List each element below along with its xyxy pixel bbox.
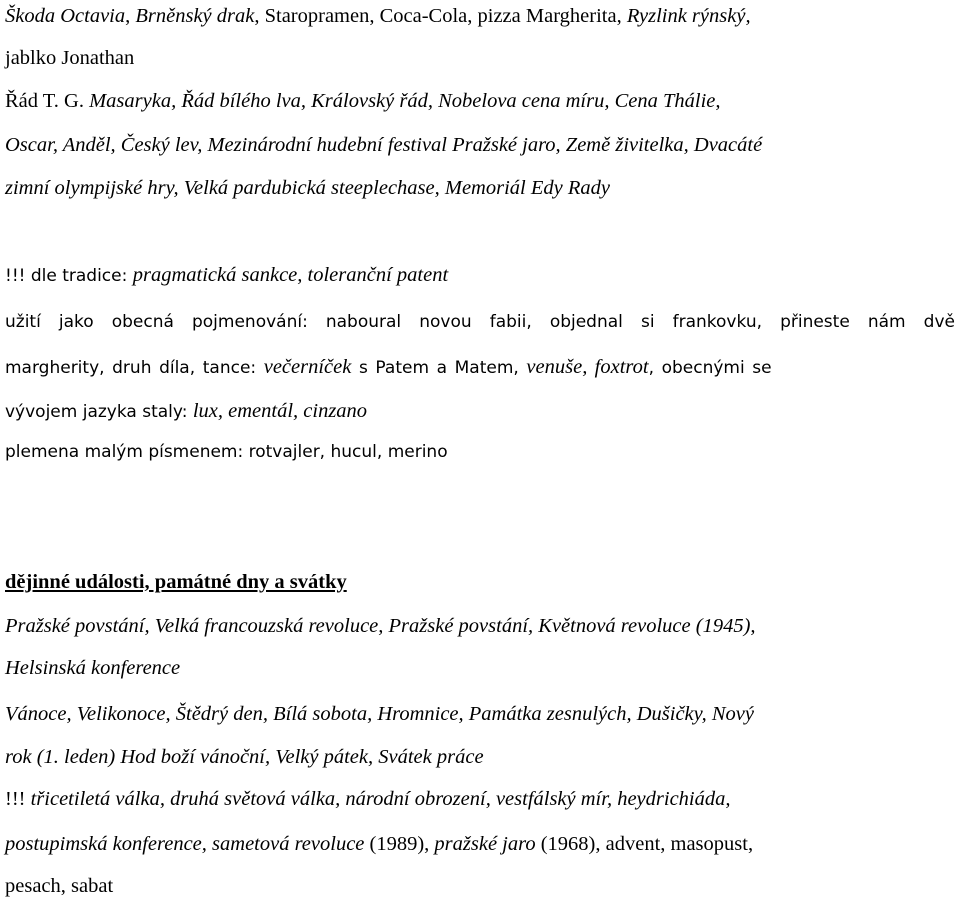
word: objednal	[549, 312, 623, 332]
italic-text: lux, ementál, cinzano	[192, 400, 368, 422]
italic-text: venuše, foxtrot	[526, 356, 649, 378]
word: frankovku,	[672, 312, 762, 332]
text-line: !!! dle tradice: pragmatická sankce, toleranční patent	[5, 264, 449, 286]
section-heading: dějinné události, památné dny a svátky	[5, 571, 347, 593]
word: užití	[5, 312, 41, 332]
italic-text: rok (1. leden) Hod boží vánoční, Velký pátek, Svátek práce	[5, 746, 484, 768]
text-line: margherity, druh díla, tance: večerníček s Patem a Matem, venuše, foxtrot, obecnými se	[5, 356, 772, 378]
italic-text: Ryzlink rýnský,	[626, 5, 751, 27]
word: pojmenování:	[191, 312, 308, 332]
word: novou	[419, 312, 472, 332]
word: fabii,	[489, 312, 532, 332]
italic-text: pragmatická sankce, toleranční patent	[132, 264, 449, 286]
italic-text: večerníček	[263, 356, 352, 378]
text-line	[5, 124, 762, 166]
word: obecná	[111, 312, 174, 332]
italic-text: Helsinská konference	[5, 657, 181, 679]
word: nám	[867, 312, 906, 332]
text-line: !!! třicetiletá válka, druhá světová válka, národní obrození, vestfálský mír, heydrichiáda,	[5, 788, 731, 810]
italic-text: pražské jaro	[434, 833, 536, 855]
italic-text: třicetiletá válka, druhá světová válka, národní obrození, vestfálský mír, heydrichiáda,	[30, 788, 731, 810]
italic-text: Vánoce, Velikonoce, Štědrý den, Bílá sobota, Hromnice, Památka zesnulých, Dušičky, Nový	[5, 703, 754, 725]
text-line	[5, 604, 756, 649]
italic-text: Škoda Octavia	[5, 5, 126, 27]
word: dvě	[923, 312, 955, 332]
word: naboural	[325, 312, 402, 332]
word: si	[640, 312, 655, 332]
text-line: vývojem jazyka staly: lux, ementál, cinzano	[5, 400, 368, 422]
text-line	[5, 735, 484, 780]
text-line	[5, 300, 955, 344]
text-line: plemena malým písmenem: rotvajler, hucul, merino	[5, 442, 448, 462]
italic-text: Brněnský drak	[135, 5, 255, 27]
text-line: Řád T. G. Masaryka, Řád bílého lva, Královský řád, Nobelova cena míru, Cena Thálie,	[5, 90, 721, 112]
italic-text: Masaryka, Řád bílého lva, Královský řád, Nobelova cena míru, Cena Thálie,	[89, 90, 721, 112]
italic-text: Oscar, Anděl, Český lev, Mezinárodní hudební festival Pražské jaro, Země živitelka, Dvacáté	[5, 134, 763, 156]
text-line	[5, 646, 180, 691]
word: jako	[58, 312, 94, 332]
italic-text: Pražské povstání, Velká francouzská revoluce, Pražské povstání, Květnová revoluce (1945),	[5, 615, 756, 637]
text-line: pesach, sabat	[5, 875, 114, 897]
italic-text: postupimská konference, sametová revoluce	[5, 833, 365, 855]
text-line: postupimská konference, sametová revoluce (1989), pražské jaro (1968), advent, masopust,	[5, 833, 754, 855]
italic-text: zimní olympijské hry, Velká pardubická steeplechase, Memoriál Edy Rady	[5, 177, 610, 199]
text-line	[5, 167, 610, 209]
word: přineste	[780, 312, 850, 332]
text-line: jablko Jonathan	[5, 47, 135, 69]
text-line	[5, 692, 754, 737]
text-line: Škoda Octavia, Brněnský drak, Staropramen, Coca-Cola, pizza Margherita, Ryzlink rýnský,	[5, 5, 751, 27]
